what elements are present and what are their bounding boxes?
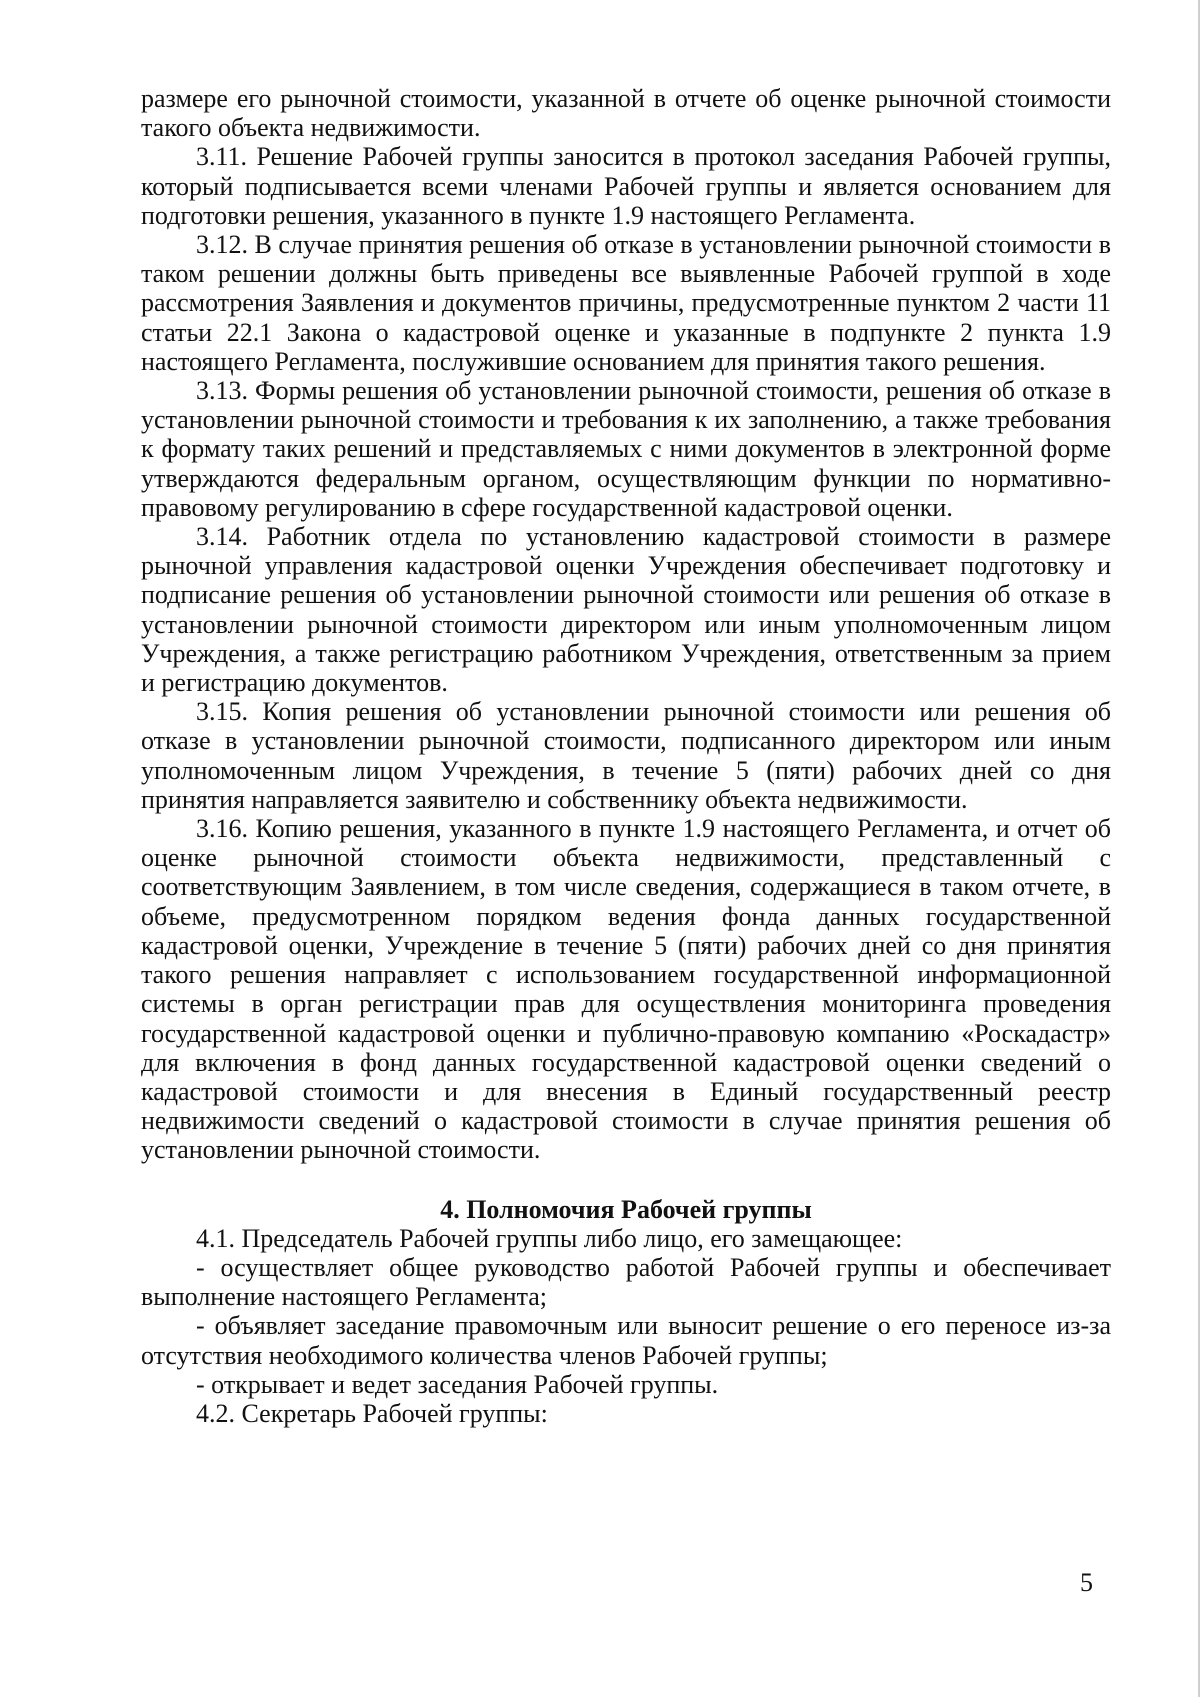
paragraph-3-12: 3.12. В случае принятия решения об отказе в установлении рыночной стоимости в таком решении должны быть приведены все выявленные Рабочей группой в ходе рассмотрения Заявления и документов причины, предусмотренные пунктом 2 части 11 статьи 22.1 Закона о кадастровой оценке и указанные в подпункте 2 пункта 1.9 настоящего Регламента, послужившие основанием для принятия такого решения. [141,230,1111,376]
paragraph-4-2: 4.2. Секретарь Рабочей группы: [196,1398,548,1428]
paragraph-continuation: размере его рыночной стоимости, указанной в отчете об оценке рыночной стоимости такого объекта недвижимости. [141,84,1111,143]
paragraph-3-11: 3.11. Решение Рабочей группы заносится в протокол заседания Рабочей группы, который подписывается всеми членами Рабочей группы и является основанием для подготовки решения, указанного в пункте 1.9 настоящего Регламента. [141,142,1111,230]
list-item-open-meetings: - открывает и ведет заседания Рабочей группы. [196,1369,719,1399]
paragraph-3-16: 3.16. Копию решения, указанного в пункте 1.9 настоящего Регламента, и отчет об оценке рыночной стоимости объекта недвижимости, представленный с соответствующим Заявлением, в том числе сведения, содержащиеся в таком отчете, в объеме, предусмотренном порядком ведения фонда данных государственной кадастровой оценки, Учреждение в течение 5 (пяти) рабочих дней со дня принятия такого решения направляет с использованием государственной информационной системы в орган регистрации прав для осуществления мониторинга проведения государственной кадастровой оценки и публично-правовую компанию «Роскадастр» для включения в фонд данных государственной кадастровой оценки сведений о кадастровой стоимости и для внесения в Единый государственный реестр недвижимости сведений о кадастровой стоимости в случае принятия решения об установлении рыночной стоимости. [141,814,1111,1165]
paragraph-3-15: 3.15. Копия решения об установлении рыночной стоимости или решения об отказе в установлении рыночной стоимости, подписанного директором или иным уполномоченным лицом Учреждения, в течение 5 (пяти) рабочих дней со дня принятия направляется заявителю и собственнику объекта недвижимости. [141,697,1111,814]
list-item-quorum-decision: - объявляет заседание правомочным или выносит решение о его переносе из-за отсутствия необходимого количества членов Рабочей группы; [141,1311,1111,1370]
section-heading: 4. Полномочия Рабочей группы [440,1194,812,1224]
page-number: 5 [1080,1568,1093,1597]
paragraph-3-14: 3.14. Работник отдела по установлению кадастровой стоимости в размере рыночной управления кадастровой оценки Учреждения обеспечивает подготовку и подписание решения об установлении рыночной стоимости или решения об отказе в установлении рыночной стоимости директором или иным уполномоченным лицом Учреждения, а также регистрацию работником Учреждения, ответственным за прием и регистрацию документов. [141,522,1111,698]
paragraph-4-1: 4.1. Председатель Рабочей группы либо лицо, его замещающее: [196,1223,903,1253]
list-item-general-management: - осуществляет общее руководство работой Рабочей группы и обеспечивает выполнение настоящего Регламента; [141,1252,1111,1312]
document-body [141,84,1111,1428]
paragraph-3-13: 3.13. Формы решения об установлении рыночной стоимости, решения об отказе в установлении рыночной стоимости и требования к их заполнению, а также требования к формату таких решений и представляемых с ними документов в электронной форме утверждаются федеральным органом, осуществляющим функции по нормативно-правовому регулированию в сфере государственной кадастровой оценки. [141,376,1111,522]
